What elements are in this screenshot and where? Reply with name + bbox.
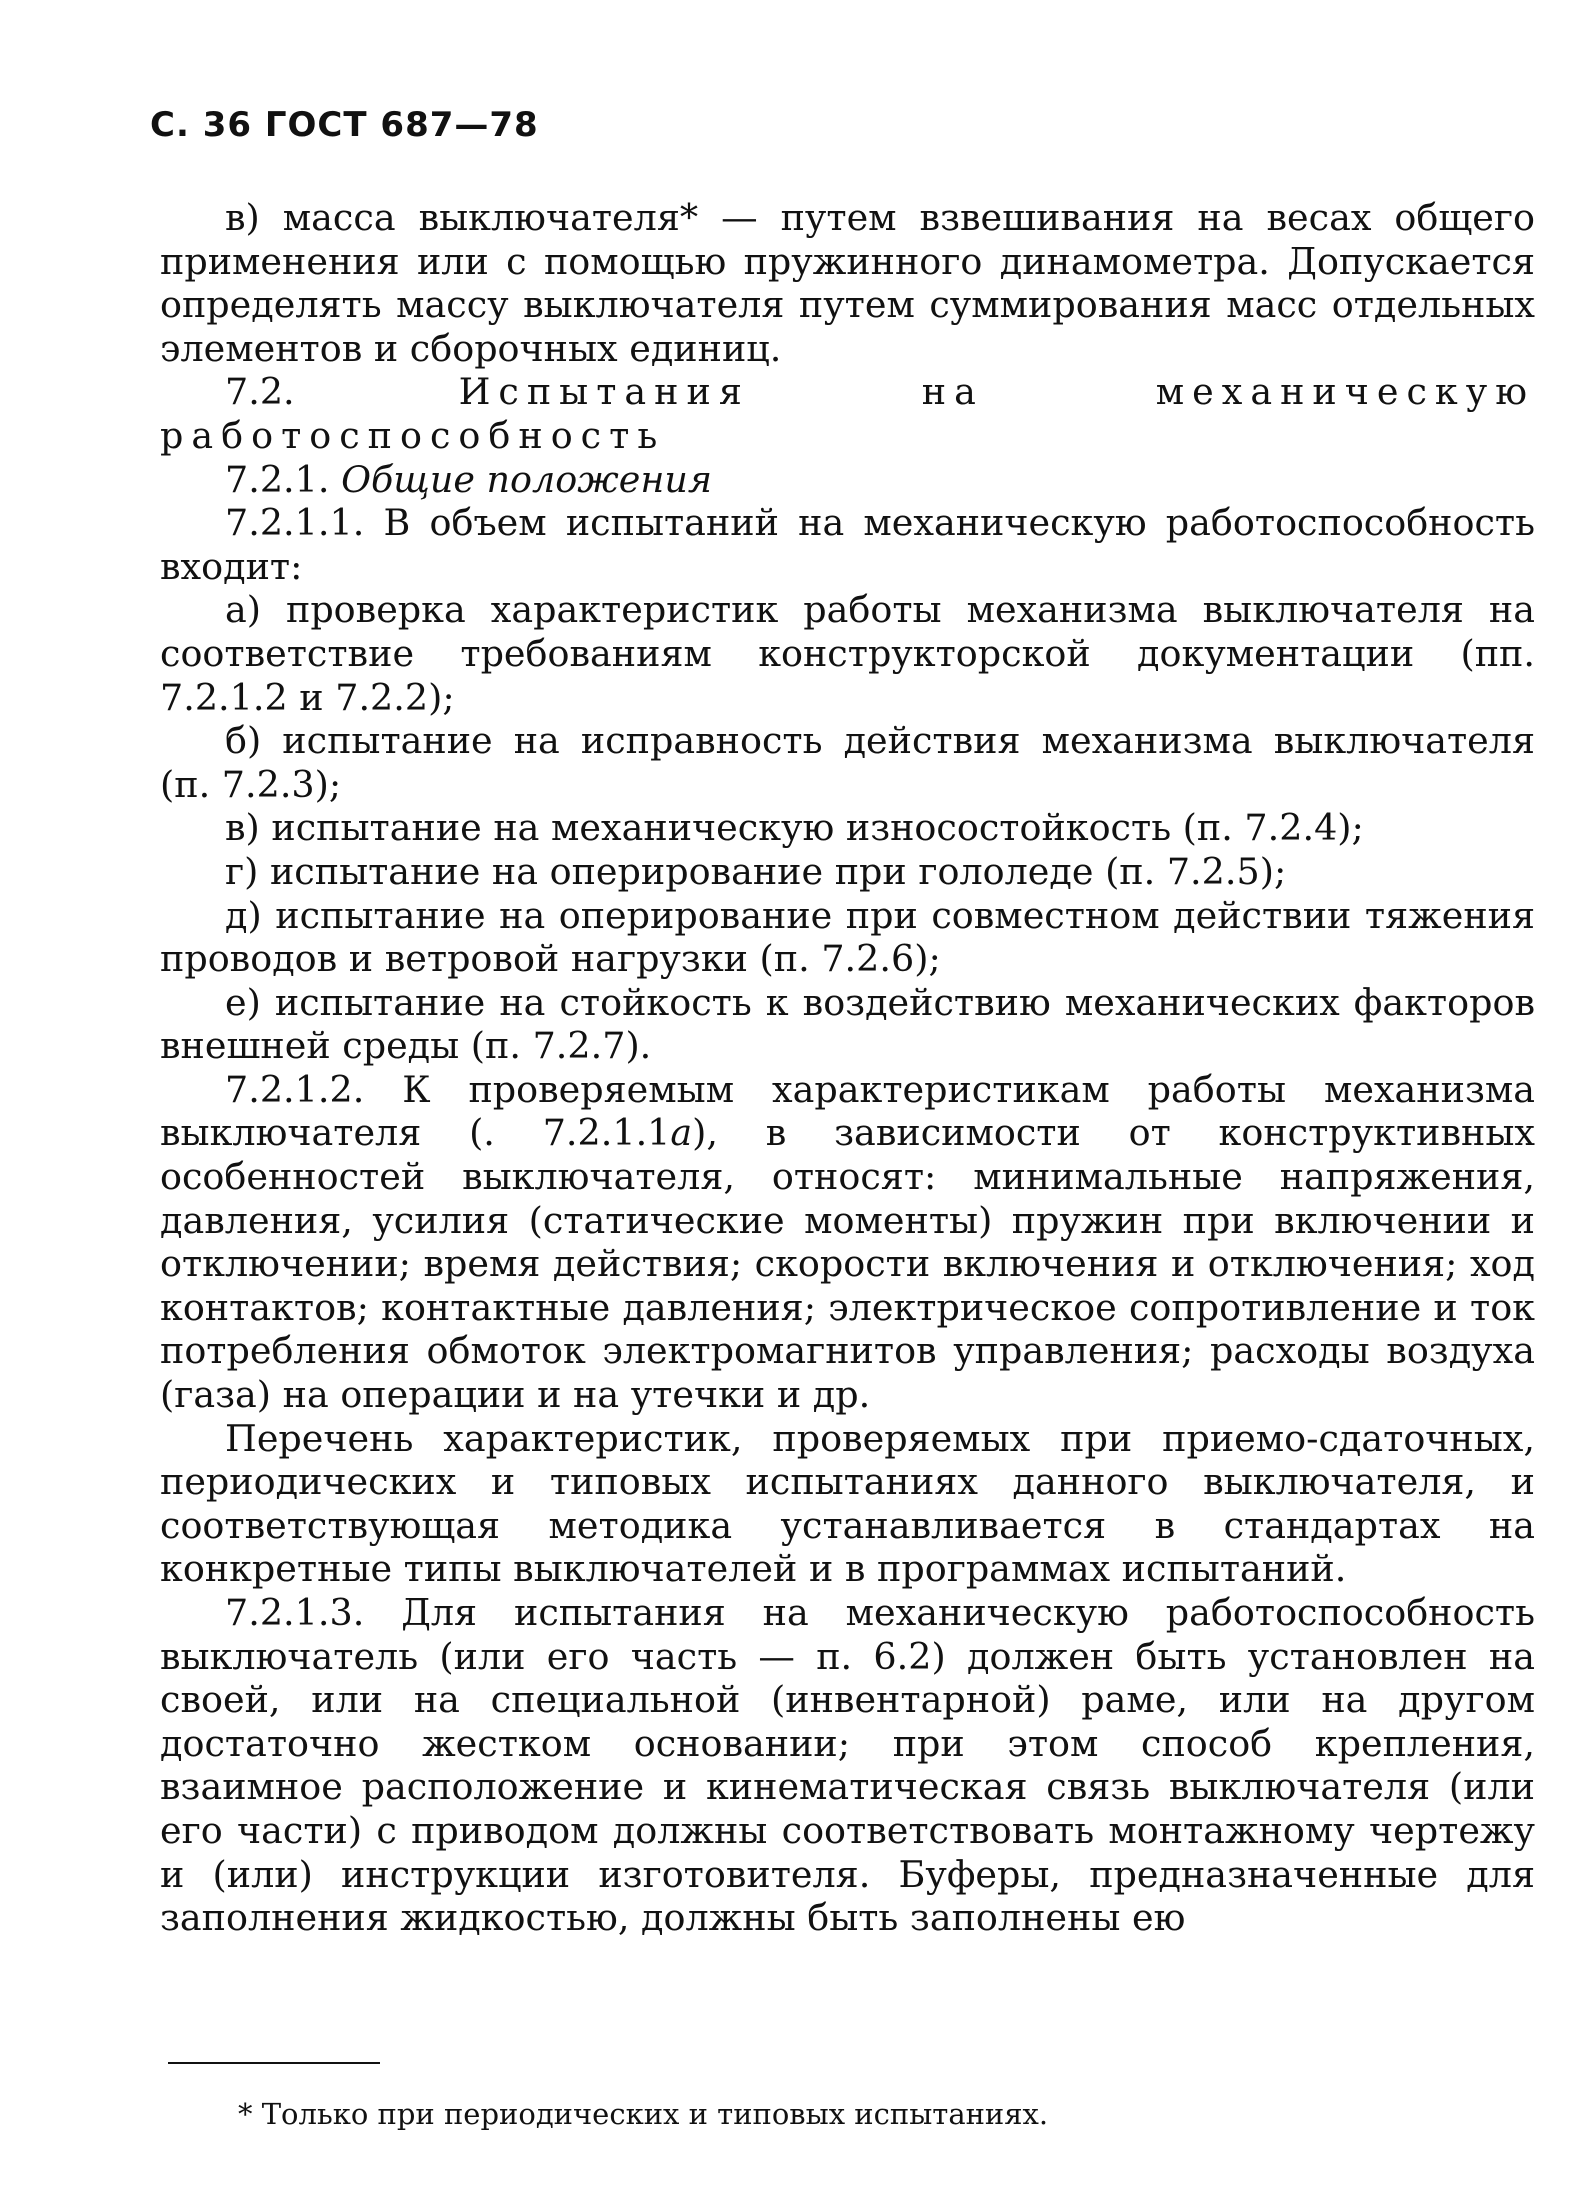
running-head: С. 36 ГОСТ 687—78 [150,105,539,145]
body-text [160,196,1535,1940]
list-item-e: е) испытание на стойкость к воздействию механических факторов внешней среды (п. 7.2.7). [160,980,1535,1068]
subsection-heading-7-2-1 [160,458,1535,502]
list-item-g: г) испытание на оперирование при гололеде (п. 7.2.5); [225,849,1287,893]
list-item-v: в) испытание на механическую износостойкость (п. 7.2.4); [225,806,1364,850]
paragraph-7-2-1-2-start: 7.2.1.2. К проверяемым характеристикам работы механизма выключателя (. 7.2.1.1 [160,1067,1535,1155]
paragraph-7-2-1-2 [160,1068,1535,1417]
paragraph-mass: в) масса выключателя* — путем взвешивания на весах общего применения или с помощью пружинного динамометра. Допускается определять массу выключателя путем суммирования масс отдельных элементов и сборочных единиц. [160,196,1535,370]
section-number: 7.2. [225,370,295,414]
paragraph-7-2-1-1: 7.2.1.1. В объем испытаний на механическую работоспособность входит: [160,501,1535,588]
list-item-a: а) проверка характеристик работы механизма выключателя на соответствие требованиям конструкторской документации (пп. 7.2.1.2 и 7.2.2); [160,588,1535,719]
subsection-title: Общие положения [341,457,713,501]
section-title: Испытания на механическую работоспособность [160,370,1536,457]
subsection-number: 7.2.1. [225,457,330,501]
footnote: * Только при периодических и типовых испытаниях. [238,2097,1049,2131]
list-item-b: б) испытание на исправность действия механизма выключателя (п. 7.2.3); [160,719,1535,806]
footnote-divider [168,2062,380,2064]
section-heading-7-2 [160,370,1535,457]
paragraph-7-2-1-2-rest: ), в зависимости от конструктивных особенностей выключателя, относят: минимальные напряжения, давления, усилия (статические моменты) пружин при включении и отключении; время действия; скорости включения и отключения; ход контактов; контактные давления; электрическое сопротивление и ток потребления обмоток электромагнитов управления; расходы воздуха (газа) на операции и на утечки и др. [160,1111,1535,1417]
paragraph-7-2-1-3: 7.2.1.3. Для испытания на механическую работоспособность выключатель (или его часть — п. 6.2) должен быть установлен на своей, или на специальной (инвентарной) раме, или на другом достаточно жестком основании; при этом способ крепления, взаимное расположение и кинематическая связь выключателя (или его части) с приводом должны соответствовать монтажному чертежу и (или) инструкции изготовителя. Буферы, предназначенные для заполнения жидкостью, должны быть заполнены ею [160,1591,1535,1940]
paragraph-list-of-characteristics: Перечень характеристик, проверяемых при приемо-сдаточных, периодических и типовых испытаниях данного выключателя, и соответствующая методика устанавливается в стандартах на конкретные типы выключателей и в программах испытаний. [160,1416,1535,1591]
list-item-d: д) испытание на оперирование при совместном действии тяжения проводов и ветровой нагрузки (п. 7.2.6); [160,893,1535,981]
paragraph-7-2-1-2-italic: а [670,1111,693,1155]
